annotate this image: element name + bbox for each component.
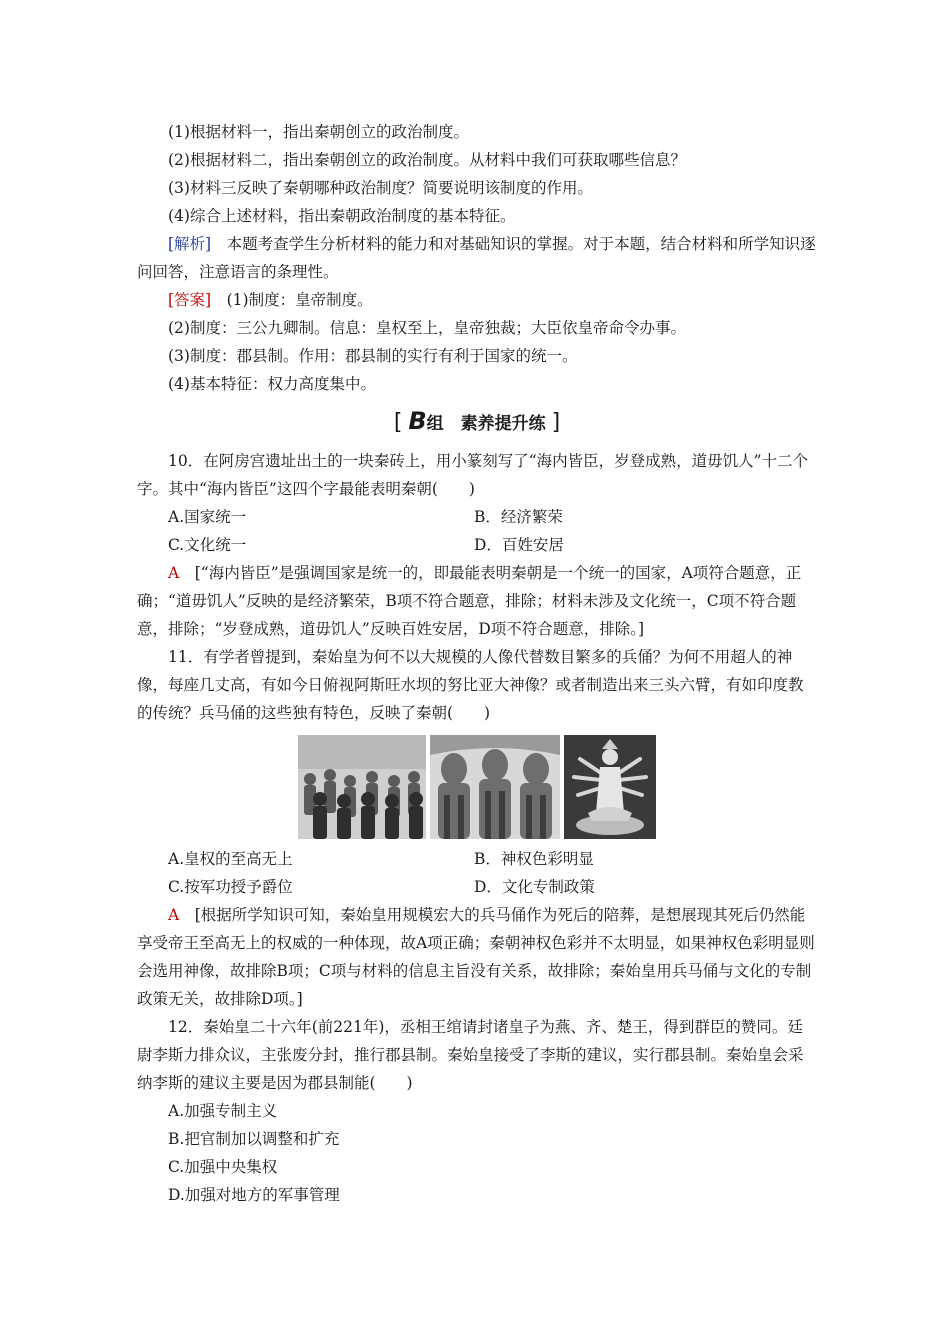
section-heading-b: [137, 404, 817, 441]
q9-answer-4: (4)基本特征：权力高度集中。: [168, 375, 376, 393]
q9-subquestion-3: (3)材料三反映了秦朝哪种政治制度？简要说明该制度的作用。: [168, 179, 593, 197]
q9-subquestion-4: (4)综合上述材料，指出秦朝政治制度的基本特征。: [168, 207, 516, 225]
section-label: 组 素养提升练: [426, 414, 546, 434]
answer-text-1: (1)制度：皇帝制度。: [226, 291, 373, 309]
abu-simbel-statues-photo: [430, 735, 560, 839]
q12-option-b: B.把官制加以调整和扩充: [168, 1130, 340, 1148]
q11-option-c: C.按军功授予爵位: [168, 878, 293, 896]
section-letter: B: [408, 407, 427, 435]
q10-option-b: B．经济繁荣: [474, 508, 563, 526]
q10-stem: 10．在阿房宫遗址出土的一块秦砖上，用小篆刻写了“海内皆臣，岁登成熟，道毋饥人”十二个字。其中“海内皆臣”这四个字最能表明秦朝( ): [137, 452, 809, 498]
q10-option-a: A.国家统一: [168, 508, 247, 526]
q9-analysis: [137, 230, 817, 286]
q10-options-row-1: [137, 503, 817, 531]
q9-answer-2: (2)制度：三公九卿制。信息：皇权至上，皇帝独裁；大臣依皇帝命令办事。: [168, 319, 686, 337]
q9-subquestion-2: (2)根据材料二，指出秦朝创立的政治制度。从材料中我们可获取哪些信息？: [168, 151, 686, 169]
document-page: [137, 118, 817, 1209]
q12-stem: 12．秦始皇二十六年(前221年)，丞相王绾请封诸皇子为燕、齐、楚王，得到群臣的赞同。廷尉李斯力排众议，主张废分封，推行郡县制。秦始皇接受了李斯的建议，实行郡县制。秦始皇会采纳李斯的建议主要是因为郡县制能( ): [137, 1018, 804, 1092]
q12-option-a: A.加强专制主义: [168, 1102, 278, 1120]
q11-option-d: D．文化专制政策: [474, 878, 595, 896]
section-bracket-close: ]: [551, 410, 561, 435]
q10-explanation: [137, 559, 817, 643]
q9-subquestion-1: (1)根据材料一，指出秦朝创立的政治制度。: [168, 123, 469, 141]
q11-option-a: A.皇权的至高无上: [168, 850, 293, 868]
q11-stem: 11．有学者曾提到，秦始皇为何不以大规模的人像代替数目繁多的兵俑？为何不用超人的神像，每座几丈高，有如今日俯视阿斯旺水坝的努比亚大神像？或者制造出来三头六臂，有如印度教的传统？兵马俑的这些独有特色，反映了秦朝( ): [137, 648, 804, 722]
answer-tag: [答案]: [168, 291, 212, 309]
q11-explanation: [137, 901, 817, 1013]
section-bracket-open: [: [393, 410, 403, 435]
q11-answer-letter: A: [168, 906, 180, 924]
q12-option-d: D.加强对地方的军事管理: [168, 1186, 340, 1204]
q10-option-d: D．百姓安居: [474, 536, 564, 554]
analysis-text: 本题考查学生分析材料的能力和对基础知识的掌握。对于本题，结合材料和所学知识逐问回答，注意语言的条理性。: [137, 235, 816, 281]
q9-answer-3: (3)制度：郡县制。作用：郡县制的实行有利于国家的统一。: [168, 347, 578, 365]
q10-answer-letter: A: [168, 564, 180, 582]
q12-option-c: C.加强中央集权: [168, 1158, 278, 1176]
q9-subquestions: [137, 118, 817, 230]
q11-options-row-2: [137, 873, 817, 901]
analysis-tag: [解析]: [168, 235, 212, 253]
q11-option-b: B．神权色彩明显: [474, 850, 594, 868]
q10-explanation-text: [“海内皆臣”是强调国家是统一的，即最能表明秦朝是一个统一的国家，A项符合题意，正确；“道毋饥人”反映的是经济繁荣，B项不符合题意，排除；材料未涉及文化统一，C项不符合题意，排除；“岁登成熟，道毋饥人”反映百姓安居，D项不符合题意，排除。]: [137, 564, 802, 638]
q10-options-row-2: [137, 531, 817, 559]
q10-option-c: C.文化统一: [168, 536, 247, 554]
q11-images: [137, 735, 817, 839]
q9-answer-1: [137, 286, 817, 314]
multi-armed-deity-photo: [564, 735, 656, 839]
q11-explanation-text: [根据所学知识可知，秦始皇用规模宏大的兵马俑作为死后的陪葬，是想展现其死后仍然能享受帝王至高无上的权威的一种体现，故A项正确；秦朝神权色彩并不太明显，如果神权色彩明显则会选用神像，故排除B项；C项与材料的信息主旨没有关系，故排除；秦始皇用兵马俑与文化的专制政策无关，故排除D项。]: [137, 906, 815, 1008]
terracotta-warriors-photo: [298, 735, 426, 839]
q11-options-row-1: [137, 845, 817, 873]
